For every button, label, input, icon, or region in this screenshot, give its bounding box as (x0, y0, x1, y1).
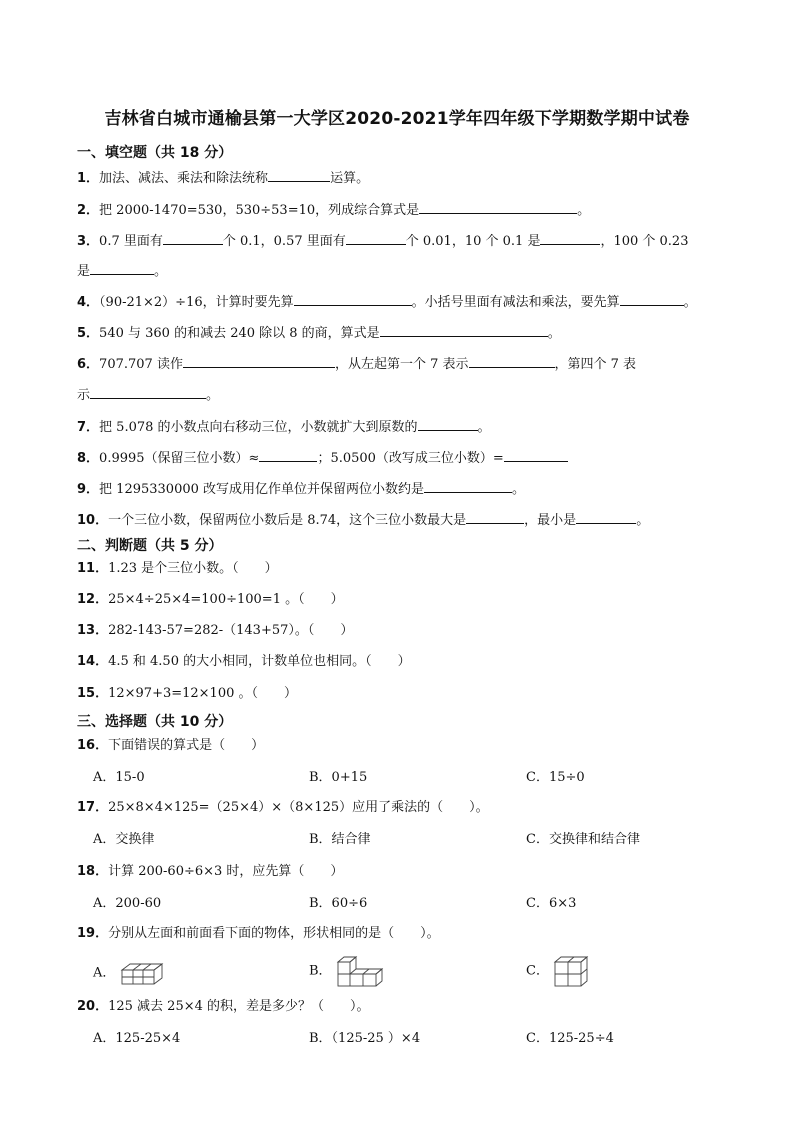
cubes-figure-c (553, 954, 589, 988)
question-1: 1．加法、减法、乘法和除法统称 运算。 (77, 167, 369, 188)
option-a[interactable]: A．125-25×4 (93, 1031, 181, 1046)
answer-blank[interactable] (504, 447, 568, 462)
option-b[interactable]: B．结合律 (309, 832, 371, 847)
section-fill-in: 一、填空题（共 18 分） (77, 145, 233, 161)
answer-blank[interactable] (183, 353, 335, 368)
answer-blank[interactable] (540, 230, 600, 245)
option-c[interactable]: C． (526, 954, 589, 988)
question-3: 3．0.7 里面有 个 0.1，0.57 里面有 个 0.01，10 个 0.1 是 ，100 个 0.23 (77, 230, 688, 251)
option-c[interactable]: C．交换律和结合律 (526, 832, 640, 847)
answer-blank[interactable] (469, 353, 555, 368)
question-20: 20．125 减去 25×4 的积，差是多少？（ ）。 (77, 999, 370, 1014)
question-19: 19．分别从左面和前面看下面的物体，形状相同的是（ ）。 (77, 926, 440, 941)
question-18: 18．计算 200-60÷6×3 时，应先算（ ） (77, 864, 344, 879)
option-a[interactable]: A．200-60 (93, 896, 162, 911)
page-title: 吉林省白城市通榆县第一大学区2020-2021学年四年级下学期数学期中试卷 (104, 109, 690, 129)
answer-blank[interactable] (576, 509, 636, 524)
answer-blank[interactable] (259, 447, 317, 462)
answer-blank[interactable] (268, 167, 330, 182)
question-12: 12．25×4÷25×4=100÷100=1 。（ ） (77, 592, 344, 607)
option-b[interactable]: B．0+15 (309, 770, 368, 785)
question-15: 15．12×97+3=12×100 。（ ） (77, 686, 298, 701)
cubes-figure-a (120, 960, 164, 986)
question-5: 5．540 与 360 的和减去 240 除以 8 的商，算式是 。 (77, 322, 561, 343)
option-c[interactable]: C．125-25÷4 (526, 1031, 614, 1046)
cubes-figure-b (336, 954, 386, 988)
answer-blank[interactable] (620, 291, 684, 306)
option-a[interactable]: A．15-0 (93, 770, 145, 785)
answer-blank[interactable] (346, 230, 406, 245)
question-17: 17．25×8×4×125=（25×4）×（8×125）应用了乘法的（ ）。 (77, 800, 489, 815)
answer-blank[interactable] (90, 260, 154, 275)
option-c[interactable]: C．15÷0 (526, 770, 585, 785)
question-9: 9．把 1295330000 改写成用亿作单位并保留两位小数约是 。 (77, 478, 525, 499)
answer-blank[interactable] (418, 416, 478, 431)
option-b[interactable]: B．（125-25 ）×4 (309, 1031, 421, 1046)
answer-blank[interactable] (90, 384, 206, 399)
answer-blank[interactable] (466, 509, 524, 524)
section-true-false: 二、判断题（共 5 分） (77, 538, 223, 554)
option-a[interactable]: A．交换律 (93, 832, 155, 847)
question-10: 10．一个三位小数，保留两位小数后是 8.74，这个三位小数最大是 ，最小是 。 (77, 509, 649, 530)
option-c[interactable]: C．6×3 (526, 896, 577, 911)
answer-blank[interactable] (424, 478, 512, 493)
question-3-cont: 是 。 (77, 260, 167, 281)
question-2: 2．把 2000-1470=530，530÷53=10，列成综合算式是 。 (77, 199, 590, 220)
answer-blank[interactable] (294, 291, 412, 306)
answer-blank[interactable] (163, 230, 223, 245)
option-b[interactable]: B． (309, 954, 386, 988)
question-13: 13．282-143-57=282-（143+57）。（ ） (77, 623, 354, 638)
option-b[interactable]: B．60÷6 (309, 896, 368, 911)
answer-blank[interactable] (380, 322, 548, 337)
question-7: 7．把 5.078 的小数点向右移动三位，小数就扩大到原数的 。 (77, 416, 491, 437)
answer-blank[interactable] (419, 199, 577, 214)
question-16: 16．下面错误的算式是（ ） (77, 738, 265, 753)
question-8: 8．0.9995（保留三位小数）≈ ；5.0500（改写成三位小数）= (77, 447, 568, 468)
question-4: 4．（90-21×2）÷16，计算时要先算 。小括号里面有减法和乘法，要先算 。 (77, 291, 697, 312)
question-6: 6．707.707 读作 ，从左起第一个 7 表示 ，第四个 7 表 (77, 353, 636, 374)
question-11: 11．1.23 是个三位小数。（ ） (77, 561, 278, 576)
question-6-cont: 示 。 (77, 384, 219, 405)
option-a[interactable]: A． (93, 960, 164, 986)
question-14: 14．4.5 和 4.50 的大小相同，计数单位也相同。（ ） (77, 654, 411, 669)
section-multiple-choice: 三、选择题（共 10 分） (77, 714, 233, 730)
